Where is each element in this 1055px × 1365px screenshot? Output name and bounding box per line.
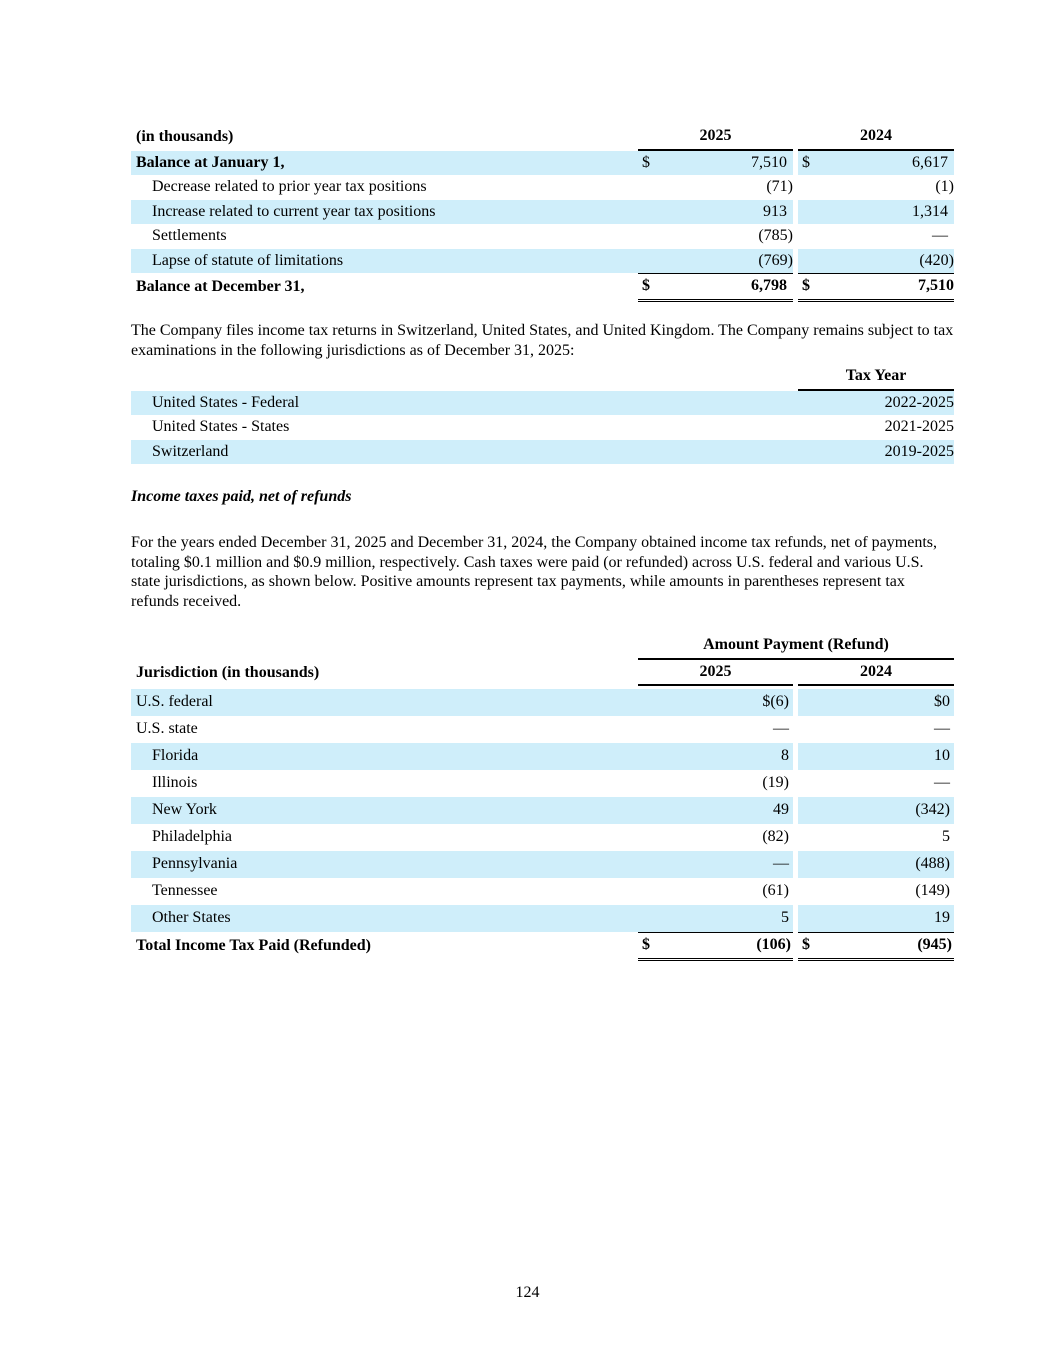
row-label: U.S. federal <box>131 689 638 716</box>
row-label: Switzerland <box>131 440 798 465</box>
row-label: Illinois <box>152 774 198 792</box>
table-header-row <box>131 364 954 391</box>
value-2024: — <box>932 227 948 244</box>
table-row <box>131 743 954 770</box>
value-2025: 49 <box>658 797 793 824</box>
row-label: Other States <box>131 905 638 932</box>
currency-symbol: $ <box>798 273 818 302</box>
table-header-row <box>131 660 954 687</box>
value-2024: $0 <box>818 689 954 716</box>
row-label: Decrease related to prior year tax positions <box>152 178 427 195</box>
value-2025: 7,510 <box>658 151 793 176</box>
value-2024: 19 <box>818 905 954 932</box>
row-label: Pennsylvania <box>131 851 638 878</box>
value-2025: — <box>773 720 789 738</box>
column-header-2025: 2025 <box>638 124 793 151</box>
total-label: Total Income Tax Paid (Refunded) <box>136 937 371 954</box>
value-2025: $(6) <box>658 689 793 716</box>
value-2024: (1) <box>935 178 954 195</box>
table-row <box>131 415 954 440</box>
row-label: Philadelphia <box>152 828 232 846</box>
table-row <box>131 770 954 797</box>
column-header-label: Jurisdiction (in thousands) <box>136 663 320 681</box>
row-label: United States - Federal <box>131 391 798 416</box>
currency-symbol: $ <box>638 273 658 302</box>
table-row <box>131 851 954 878</box>
column-header-2024: 2024 <box>798 660 954 687</box>
table-header-row <box>131 124 954 151</box>
value-2025: (19) <box>762 774 789 792</box>
amount-payment-header: Amount Payment (Refund) <box>638 633 954 660</box>
table-super-header-row <box>131 633 954 660</box>
total-label: Balance at December 31, <box>136 278 305 295</box>
table-row <box>131 689 954 716</box>
value-2024: 6,617 <box>818 151 954 176</box>
value-2024: (488) <box>818 851 954 878</box>
section-heading: Income taxes paid, net of refunds <box>131 488 352 505</box>
value-2025: (82) <box>762 828 789 846</box>
value-2025: 8 <box>658 743 793 770</box>
column-header-label: (in thousands) <box>136 128 234 145</box>
value-2024: 1,314 <box>818 200 954 225</box>
value-2024: (149) <box>915 882 950 900</box>
table-row <box>131 391 954 416</box>
tax-year-value: 2021-2025 <box>884 418 954 435</box>
tax-year-table <box>131 364 954 464</box>
total-2024: (945) <box>818 932 954 961</box>
column-header-2025: 2025 <box>638 660 793 687</box>
value-2024: (420) <box>818 249 954 274</box>
value-2024: — <box>934 720 950 738</box>
income-tax-paid-table <box>131 633 954 961</box>
table-row <box>131 151 954 176</box>
table-row <box>131 905 954 932</box>
row-label: Tennessee <box>152 882 218 900</box>
value-2025: (71) <box>766 178 793 195</box>
table-row <box>131 249 954 274</box>
table-row <box>131 440 954 465</box>
table-row <box>131 878 954 905</box>
tax-positions-table <box>131 124 954 302</box>
value-2024: (342) <box>818 797 954 824</box>
total-row <box>131 273 954 302</box>
value-2024: — <box>934 774 950 792</box>
total-2024: 7,510 <box>818 273 954 302</box>
currency-symbol: $ <box>798 151 818 176</box>
row-label: New York <box>131 797 638 824</box>
table-row <box>131 797 954 824</box>
table-row <box>131 224 954 249</box>
table-row <box>131 200 954 225</box>
row-label: United States - States <box>152 418 290 435</box>
value-2025: 913 <box>658 200 793 225</box>
total-2025: (106) <box>658 932 793 961</box>
tax-year-value: 2022-2025 <box>798 391 954 416</box>
currency-symbol: $ <box>638 932 658 961</box>
total-2025: 6,798 <box>658 273 793 302</box>
jurisdictions-paragraph: The Company files income tax returns in Switzerland, United States, and United Kingdom. The Company remains subject to tax examinations in the following jurisdictions as of December 31, 2025: <box>131 322 954 359</box>
table-row <box>131 716 954 743</box>
refunds-paragraph: For the years ended December 31, 2025 and December 31, 2024, the Company obtained income tax refunds, net of payments, totaling $0.1 million and $0.9 million, respectively. Cash taxes were paid (or refunded) across U.S. federal and various U.S. state jurisdictions, as shown below. Positive amounts represent tax payments, while amounts in parentheses represent tax refunds received. <box>131 534 937 610</box>
total-row <box>131 932 954 961</box>
column-header-tax-year: Tax Year <box>798 364 954 391</box>
currency-symbol: $ <box>638 151 658 176</box>
value-2025: 5 <box>658 905 793 932</box>
row-label: Lapse of statute of limitations <box>131 249 638 274</box>
value-2025: (769) <box>658 249 793 274</box>
value-2025: — <box>658 851 793 878</box>
row-label: Florida <box>131 743 638 770</box>
currency-symbol: $ <box>798 932 818 961</box>
row-label: Increase related to current year tax positions <box>131 200 638 225</box>
row-label: Settlements <box>152 227 227 244</box>
row-label: Balance at January 1, <box>131 151 638 176</box>
row-label: U.S. state <box>136 720 198 738</box>
tax-year-value: 2019-2025 <box>798 440 954 465</box>
table-row <box>131 175 954 200</box>
page-number: 124 <box>515 1284 540 1301</box>
value-2025: (61) <box>762 882 789 900</box>
value-2024: 5 <box>942 828 950 846</box>
value-2024: 10 <box>818 743 954 770</box>
table-row <box>131 824 954 851</box>
column-header-2024: 2024 <box>798 124 954 151</box>
value-2025: (785) <box>758 227 793 244</box>
